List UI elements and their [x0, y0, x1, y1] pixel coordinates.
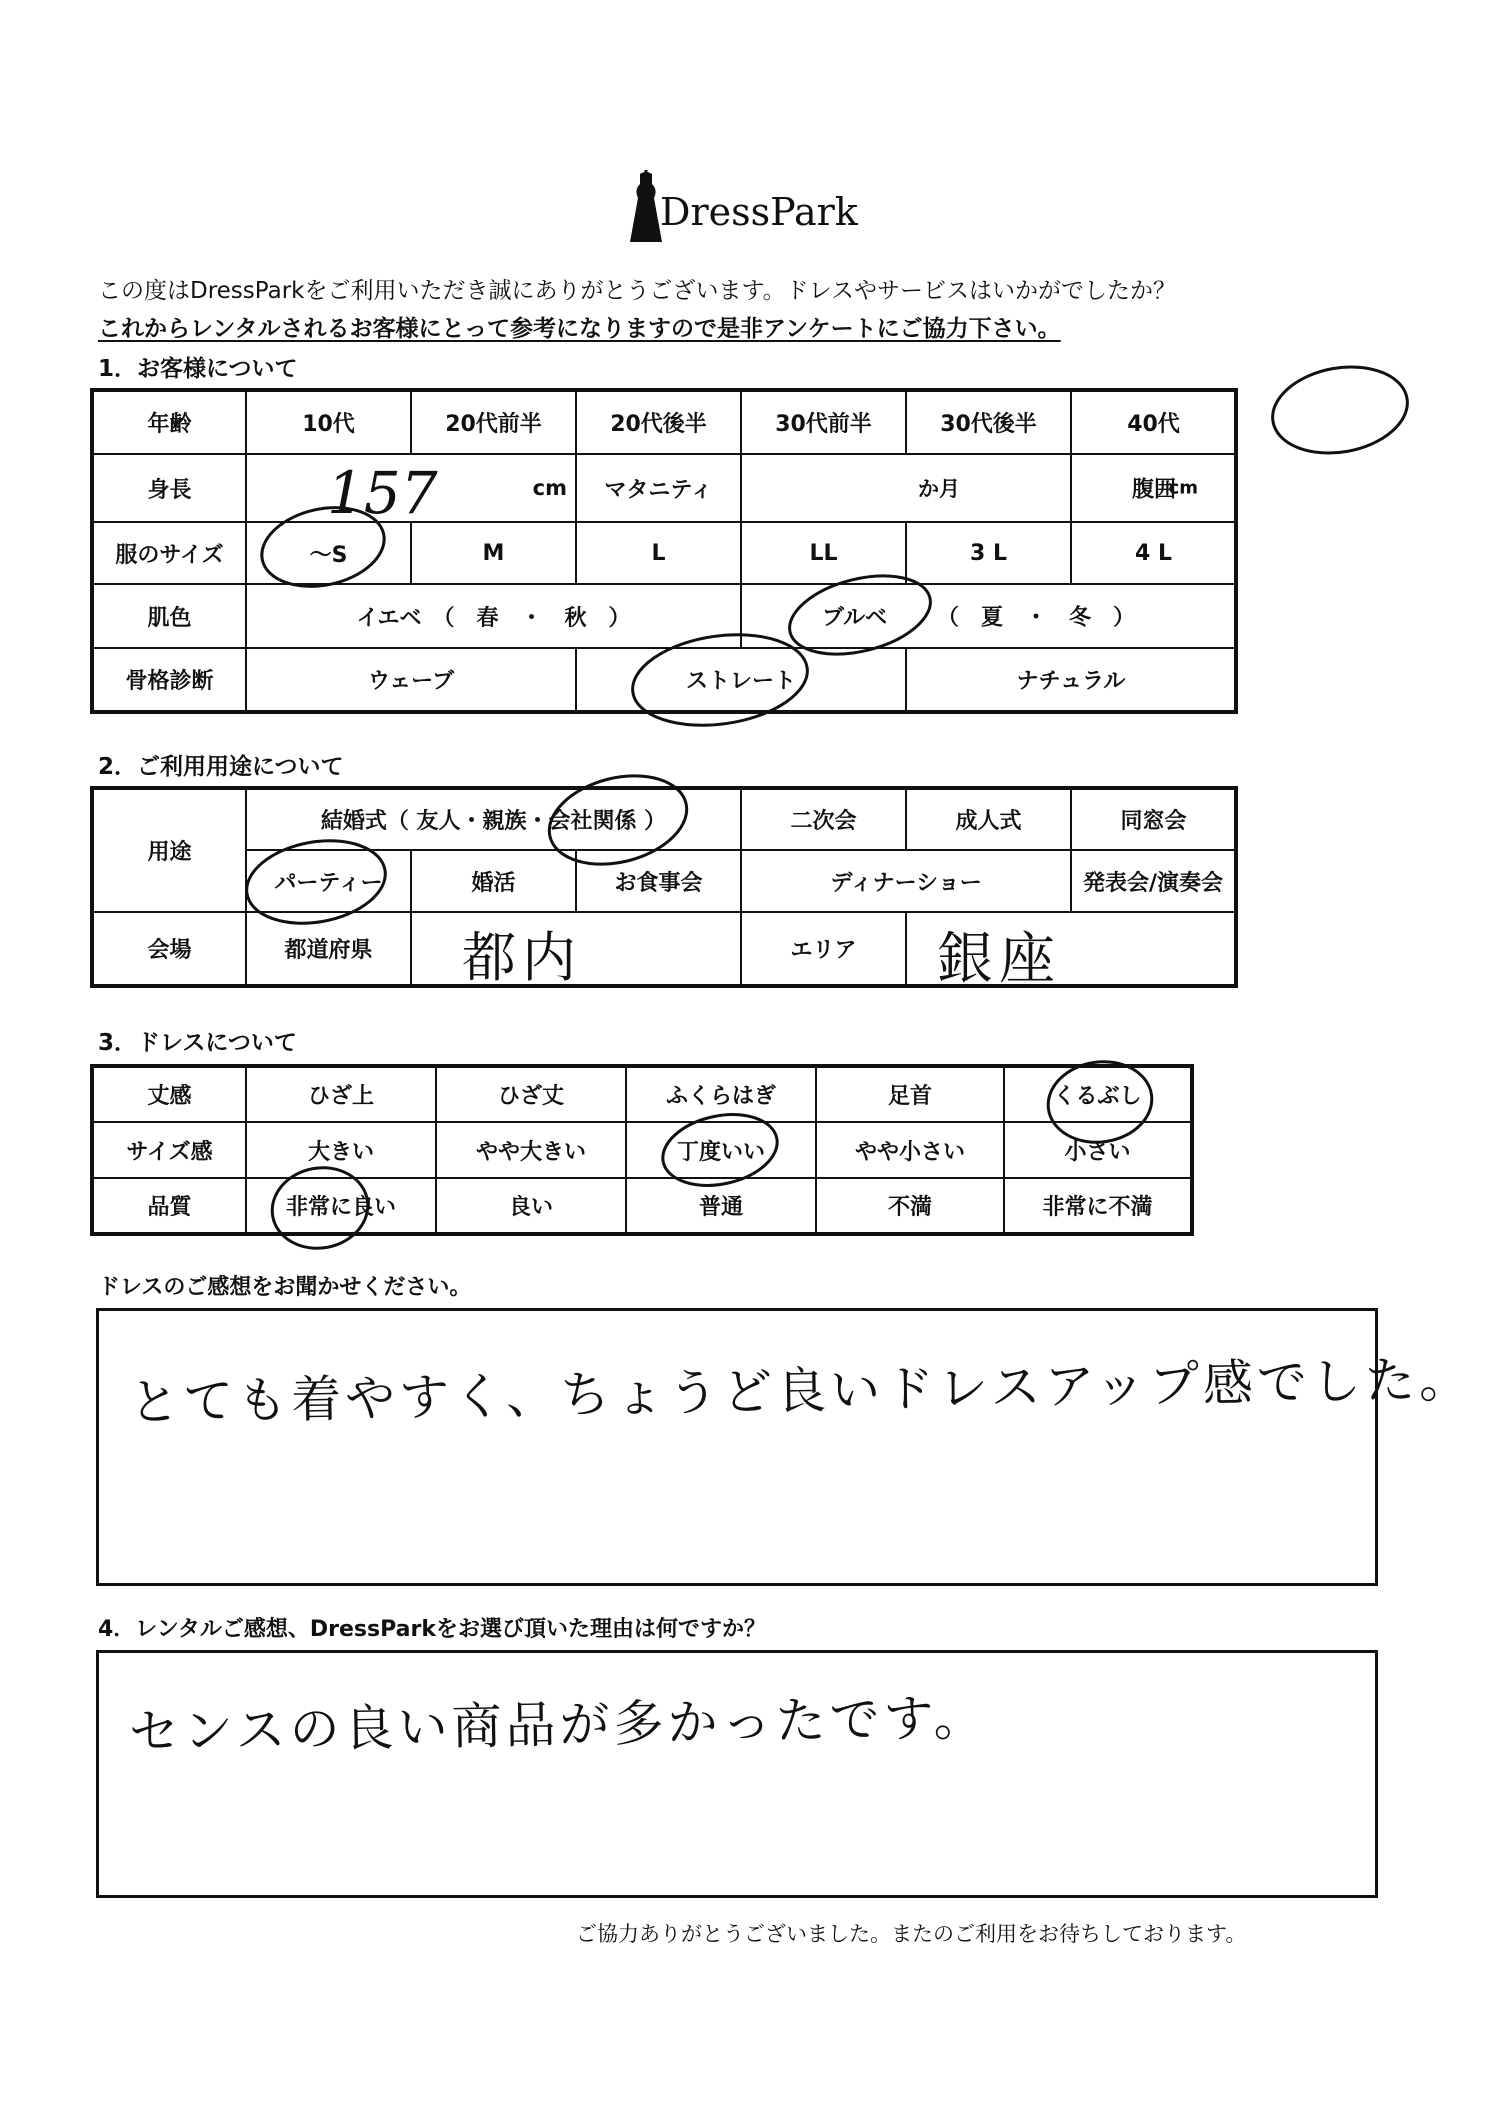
skin-blue-label: ブルベ	[822, 605, 888, 631]
venue-row	[92, 912, 1236, 986]
venue-label: 会場	[92, 912, 246, 986]
size-option-selected[interactable]: ～S	[246, 522, 411, 584]
purpose-row2	[92, 850, 1236, 912]
length-row	[92, 1066, 1192, 1122]
prefecture-value: 都内	[462, 926, 582, 986]
height-value: 157	[327, 459, 438, 522]
purpose-option[interactable]: お食事会	[576, 850, 741, 912]
age-option[interactable]: 10代	[246, 390, 411, 454]
length-option[interactable]: ひざ上	[246, 1066, 436, 1122]
skin-yellow-option[interactable]: イエベ （ 春 ・ 秋 ）	[246, 584, 741, 648]
purpose-option[interactable]: 発表会/演奏会	[1071, 850, 1236, 912]
height-label: 身長	[92, 454, 246, 522]
waist-unit: cm	[1168, 477, 1198, 499]
skin-blue-seasons: （ 夏 ・ 冬 ）	[937, 605, 1136, 631]
reason-box[interactable]	[96, 1650, 1378, 1898]
area-field[interactable]	[906, 912, 1236, 986]
age-option[interactable]: 30代前半	[741, 390, 906, 454]
area-value: 銀座	[937, 927, 1062, 986]
impression-label: ドレスのご感想をお聞かせください。	[98, 1275, 472, 1300]
age-option[interactable]: 20代前半	[411, 390, 576, 454]
size-row	[92, 522, 1236, 584]
fit-label: サイズ感	[92, 1122, 246, 1178]
fit-option-selected[interactable]: 丁度いい	[626, 1122, 816, 1178]
quality-option[interactable]: 不満	[816, 1178, 1004, 1234]
length-option[interactable]: 足首	[816, 1066, 1004, 1122]
size-option[interactable]: LL	[741, 522, 906, 584]
reason-text: センスの良い商品が多かったです。	[128, 1688, 989, 1762]
length-label: 丈感	[92, 1066, 246, 1122]
section2-title: 2．ご利用用途について	[98, 754, 344, 780]
intro-request: これからレンタルされるお客様にとって参考になりますので是非アンケートにご協力下さい。	[98, 316, 1061, 342]
fit-option[interactable]: やや大きい	[436, 1122, 626, 1178]
section1-title: 1．お客様について	[98, 356, 298, 382]
intro-text: この度はDressParkをご利用いただき誠にありがとうございます。ドレスやサービスはいかがでしたか？	[98, 278, 1176, 304]
waist-label: 腹囲	[1132, 477, 1177, 503]
frame-row	[92, 648, 1236, 712]
skin-blue-option[interactable]	[741, 584, 1236, 648]
usage-table	[90, 786, 1238, 988]
size-label: 服のサイズ	[92, 522, 246, 584]
frame-option[interactable]: ナチュラル	[906, 648, 1236, 712]
purpose-option[interactable]: ディナーショー	[741, 850, 1071, 912]
age-row	[92, 390, 1236, 454]
length-option-selected[interactable]: くるぶし	[1004, 1066, 1192, 1122]
purpose-label: 用途	[92, 788, 246, 912]
waist-field[interactable]	[1071, 454, 1236, 522]
quality-option-selected[interactable]: 非常に良い	[246, 1178, 436, 1234]
frame-label: 骨格診断	[92, 648, 246, 712]
size-option[interactable]: L	[576, 522, 741, 584]
maternity-months-field[interactable]	[741, 454, 1071, 522]
size-option[interactable]: 3 L	[906, 522, 1071, 584]
brand-logo: DressPark	[660, 190, 858, 234]
circle-mark	[1266, 357, 1415, 463]
purpose-option[interactable]: 婚活	[411, 850, 576, 912]
purpose-option[interactable]: 同窓会	[1071, 788, 1236, 850]
purpose-wedding[interactable]: 結婚式（ 友人・親族・会社関係 ）	[246, 788, 741, 850]
fit-option[interactable]: やや小さい	[816, 1122, 1004, 1178]
height-field[interactable]	[246, 454, 576, 522]
months-unit: か月	[918, 477, 960, 501]
section4-title: 4．レンタルご感想、DressParkをお選び頂いた理由は何ですか？	[98, 1617, 766, 1642]
purpose-option-selected[interactable]: パーティー	[246, 850, 411, 912]
quality-option[interactable]: 良い	[436, 1178, 626, 1234]
impression-box[interactable]	[96, 1308, 1474, 1586]
fit-row	[92, 1122, 1192, 1178]
customer-table	[90, 388, 1238, 714]
frame-option[interactable]: ウェーブ	[246, 648, 576, 712]
age-option[interactable]: 30代後半	[906, 390, 1071, 454]
fit-option[interactable]: 大きい	[246, 1122, 436, 1178]
footer-thanks: ご協力ありがとうございました。またのご利用をお待ちしております。	[576, 1922, 1247, 1946]
quality-row	[92, 1178, 1192, 1234]
maternity-label: マタニティ	[576, 454, 741, 522]
quality-option[interactable]: 普通	[626, 1178, 816, 1234]
purpose-row1	[92, 788, 1236, 850]
size-option[interactable]: 4 L	[1071, 522, 1236, 584]
impression-text: とても着やすく、ちょうど良いドレスアップ感でした。	[128, 1350, 1474, 1432]
length-option[interactable]: ふくらはぎ	[626, 1066, 816, 1122]
frame-option-selected[interactable]: ストレート	[576, 648, 906, 712]
quality-label: 品質	[92, 1178, 246, 1234]
skin-row	[92, 584, 1236, 648]
age-option[interactable]: 20代後半	[576, 390, 741, 454]
height-row	[92, 454, 1236, 522]
length-option[interactable]: ひざ丈	[436, 1066, 626, 1122]
size-option[interactable]: M	[411, 522, 576, 584]
purpose-option[interactable]: 二次会	[741, 788, 906, 850]
purpose-option[interactable]: 成人式	[906, 788, 1071, 850]
age-label: 年齢	[92, 390, 246, 454]
prefecture-label: 都道府県	[246, 912, 411, 986]
fit-option[interactable]: 小さい	[1004, 1122, 1192, 1178]
age-option[interactable]: 40代	[1071, 390, 1236, 454]
height-unit: cm	[532, 476, 567, 500]
area-label: エリア	[741, 912, 906, 986]
prefecture-field[interactable]	[411, 912, 741, 986]
skin-label: 肌色	[92, 584, 246, 648]
section3-title: 3．ドレスについて	[98, 1030, 297, 1056]
quality-option[interactable]: 非常に不満	[1004, 1178, 1192, 1234]
dress-table	[90, 1064, 1194, 1236]
